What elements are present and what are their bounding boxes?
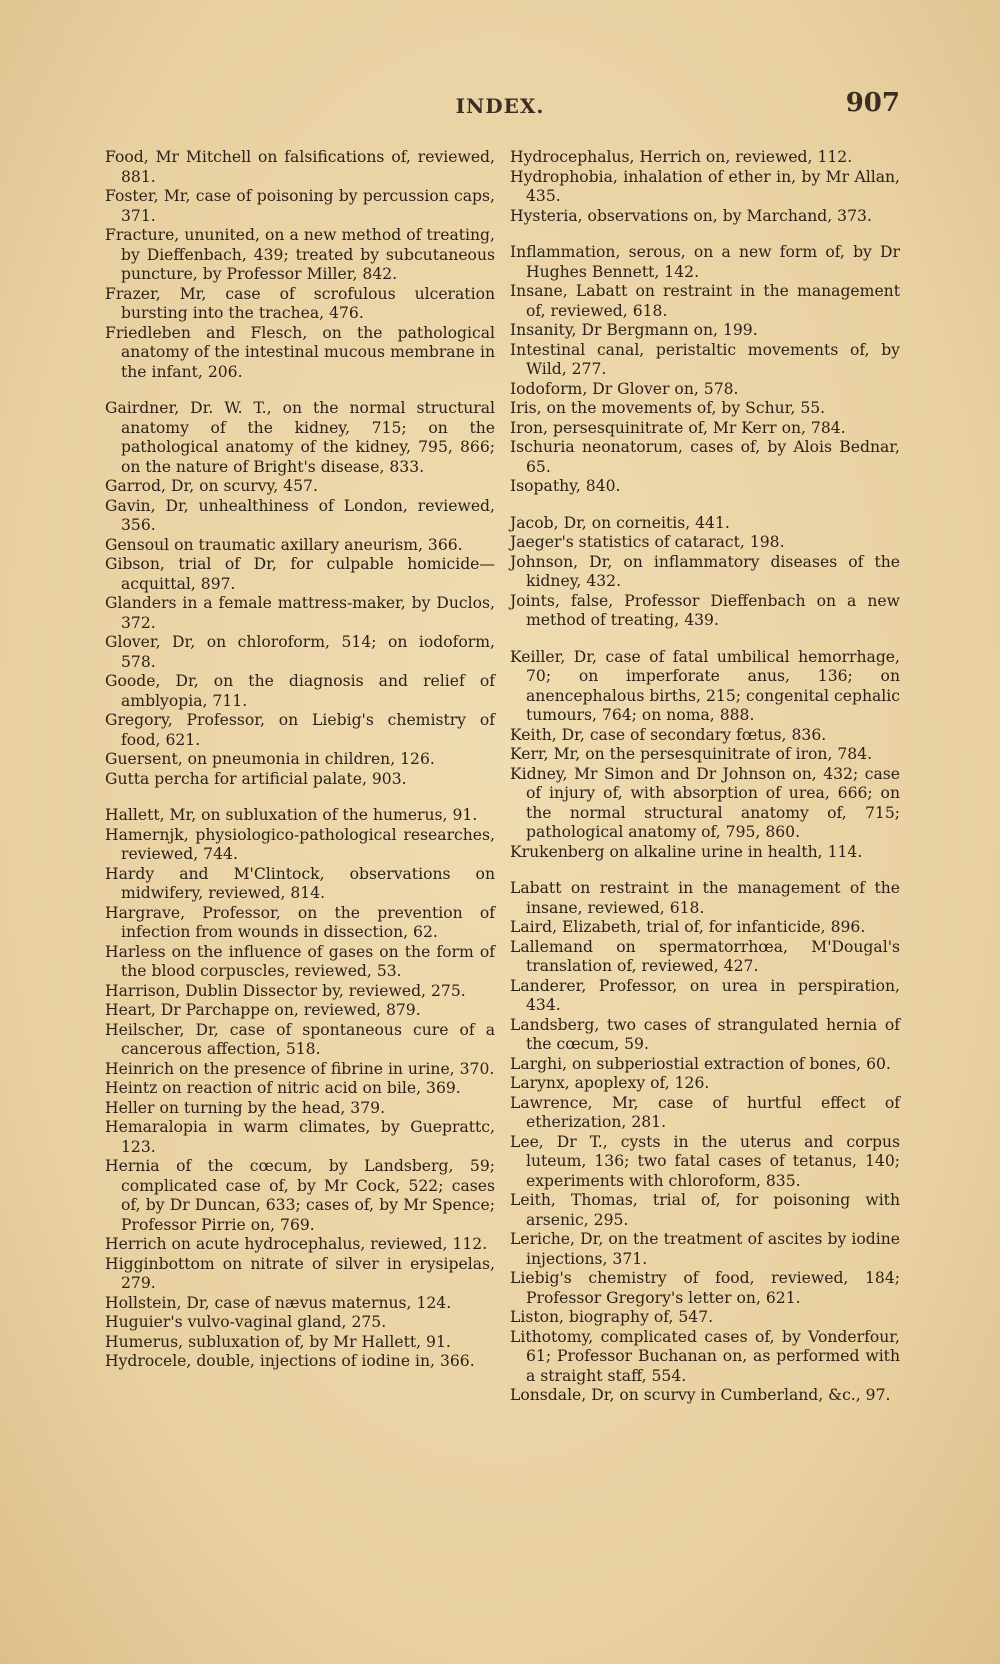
index-entry: Glover, Dr, on chloroform, 514; on iodoform, 578. xyxy=(105,633,495,671)
index-entry: Iron, persesquinitrate of, Mr Kerr on, 784. xyxy=(510,418,846,437)
index-entry: Insane, Labatt on restraint in the management of, reviewed, 618. xyxy=(510,282,900,320)
index-entry: Hemaralopia in warm climates, by Gueprattc, 123. xyxy=(105,1118,495,1156)
index-entry: Gibson, trial of Dr, for culpable homicide—acquittal, 897. xyxy=(105,555,495,593)
index-entry: Iodoform, Dr Glover on, 578. xyxy=(510,379,739,398)
index-entry: Gavin, Dr, unhealthiness of London, reviewed, 356. xyxy=(105,496,495,534)
index-entry: Labatt on restraint in the management of the insane, reviewed, 618. xyxy=(510,879,900,917)
index-entry: Heilscher, Dr, case of spontaneous cure of a cancerous affection, 518. xyxy=(105,1020,495,1058)
index-entry: Lallemand on spermatorrhœa, M'Dougal's translation of, reviewed, 427. xyxy=(510,937,900,975)
index-entry: Heinrich on the presence of fibrine in urine, 370. xyxy=(105,1059,495,1078)
running-title: INDEX. xyxy=(455,94,545,118)
index-entry: Laird, Elizabeth, trial of, for infanticide, 896. xyxy=(510,918,866,936)
index-entry: Liston, biography of, 547. xyxy=(510,1308,714,1326)
index-entry: Humerus, subluxation of, by Mr Hallett, 91. xyxy=(105,1332,451,1351)
index-entry: Hydrophobia, inhalation of ether in, by Mr Allan, 435. xyxy=(510,167,900,205)
index-entry: Harrison, Dublin Dissector by, reviewed, 275. xyxy=(105,981,466,1000)
index-entry: Hallett, Mr, on subluxation of the humerus, 91. xyxy=(105,806,478,824)
index-entry: Heintz on reaction of nitric acid on bile, 369. xyxy=(105,1079,461,1097)
index-entry: Glanders in a female mattress-maker, by Duclos, 372. xyxy=(105,594,495,632)
index-entry: Isopathy, 840. xyxy=(510,477,621,495)
index-entry: Larghi, on subperiostial extraction of bones, 60. xyxy=(510,1054,891,1073)
left-column xyxy=(105,148,495,1372)
index-entry: Gairdner, Dr. W. T., on the normal structural anatomy of the kidney, 715; on the pathological anatomy of the kidney, 795, 866; on the nature of Bright's disease, 833. xyxy=(105,399,495,476)
index-entry: Ischuria neonatorum, cases of, by Alois Bednar, 65. xyxy=(510,438,900,476)
index-entry: Joints, false, Professor Dieffenbach on a new method of treating, 439. xyxy=(510,591,900,629)
index-entry: Frazer, Mr, case of scrofulous ulceration bursting into the trachea, 476. xyxy=(105,284,495,322)
index-entry: Hydrocele, double, injections of iodine in, 366. xyxy=(105,1352,475,1370)
index-entry: Goode, Dr, on the diagnosis and relief of amblyopia, 711. xyxy=(105,672,495,710)
index-entry: Lonsdale, Dr, on scurvy in Cumberland, &c., 97. xyxy=(510,1386,891,1404)
index-entry: Keiller, Dr, case of fatal umbilical hemorrhage, 70; on imperforate anus, 136; on anencephalous births, 215; congenital cephalic tumours, 764; on noma, 888. xyxy=(510,647,900,724)
index-entry: Liebig's chemistry of food, reviewed, 184; Professor Gregory's letter on, 621. xyxy=(510,1269,900,1307)
index-entry: Kerr, Mr, on the persesquinitrate of iron, 784. xyxy=(510,745,873,763)
page-header xyxy=(0,88,1000,128)
index-entry: Heller on turning by the head, 379. xyxy=(105,1098,386,1117)
index-entry: Lee, Dr T., cysts in the uterus and corpus luteum, 136; two fatal cases of tetanus, 140; experiments with chloroform, 835. xyxy=(510,1132,900,1190)
index-entry: Leriche, Dr, on the treatment of ascites by iodine injections, 371. xyxy=(510,1230,900,1268)
index-entry: Landerer, Professor, on urea in perspiration, 434. xyxy=(510,976,900,1014)
index-entry: Larynx, apoplexy of, 126. xyxy=(510,1074,710,1092)
index-entry: Guersent, on pneumonia in children, 126. xyxy=(105,750,435,768)
index-entry: Intestinal canal, peristaltic movements of, by Wild, 277. xyxy=(510,340,900,378)
index-entry: Inflammation, serous, on a new form of, by Dr Hughes Bennett, 142. xyxy=(510,243,900,281)
index-entry: Hargrave, Professor, on the prevention of infection from wounds in dissection, 62. xyxy=(105,903,495,941)
index-entry: Jaeger's statistics of cataract, 198. xyxy=(510,533,785,551)
index-entry: Huguier's vulvo-vaginal gland, 275. xyxy=(105,1313,387,1331)
index-entry: Krukenberg on alkaline urine in health, 114. xyxy=(510,842,863,861)
index-entry: Hamernjk, physiologico-pathological researches, reviewed, 744. xyxy=(105,825,495,863)
index-entry: Landsberg, two cases of strangulated hernia of the cœcum, 59. xyxy=(510,1015,900,1053)
index-entry: Keith, Dr, case of secondary fœtus, 836. xyxy=(510,725,827,744)
index-entry: Gregory, Professor, on Liebig's chemistry of food, 621. xyxy=(105,711,495,749)
index-entry: Garrod, Dr, on scurvy, 457. xyxy=(105,477,318,495)
index-entry: Johnson, Dr, on inflammatory diseases of the kidney, 432. xyxy=(510,552,900,590)
index-entry: Lithotomy, complicated cases of, by Vonderfour, 61; Professor Buchanan on, as performed with a straight staff, 554. xyxy=(510,1327,900,1385)
index-entry: Heart, Dr Parchappe on, reviewed, 879. xyxy=(105,1001,421,1019)
index-entry: Foster, Mr, case of poisoning by percussion caps, 371. xyxy=(105,187,495,225)
index-entry: Friedleben and Flesch, on the pathological anatomy of the intestinal mucous membrane in the infant, 206. xyxy=(105,323,495,381)
index-entry: Harless on the influence of gases on the form of the blood corpuscles, reviewed, 53. xyxy=(105,942,495,980)
index-entry: Hollstein, Dr, case of nævus maternus, 124. xyxy=(105,1293,452,1312)
index-entry: Food, Mr Mitchell on falsifications of, reviewed, 881. xyxy=(105,148,495,186)
index-entry: Higginbottom on nitrate of silver in erysipelas, 279. xyxy=(105,1254,495,1292)
index-entry: Hardy and M'Clintock, observations on midwifery, reviewed, 814. xyxy=(105,864,495,902)
index-entry: Lawrence, Mr, case of hurtful effect of etherization, 281. xyxy=(510,1093,900,1131)
page-number: 907 xyxy=(845,88,900,118)
index-entry: Kidney, Mr Simon and Dr Johnson on, 432; case of injury of, with absorption of urea, 666; on the normal structural anatomy of, 715; pathological anatomy of, 795, 860. xyxy=(510,764,900,841)
index-entry: Gensoul on traumatic axillary aneurism, 366. xyxy=(105,535,463,554)
index-entry: Hysteria, observations on, by Marchand, 373. xyxy=(510,206,872,225)
right-column xyxy=(510,148,900,1406)
index-entry: Insanity, Dr Bergmann on, 199. xyxy=(510,321,758,339)
index-entry: Fracture, ununited, on a new method of treating, by Dieffenbach, 439; treated by subcutaneous puncture, by Professor Miller, 842. xyxy=(105,226,495,283)
index-entry: Herrich on acute hydrocephalus, reviewed, 112. xyxy=(105,1235,488,1253)
index-entry: Jacob, Dr, on corneitis, 441. xyxy=(510,513,730,532)
index-entry: Hydrocephalus, Herrich on, reviewed, 112. xyxy=(510,148,853,166)
index-entry: Iris, on the movements of, by Schur, 55. xyxy=(510,399,826,417)
index-entry: Gutta percha for artificial palate, 903. xyxy=(105,769,407,788)
index-entry: Leith, Thomas, trial of, for poisoning with arsenic, 295. xyxy=(510,1191,900,1229)
index-entry: Hernia of the cœcum, by Landsberg, 59; complicated case of, by Mr Cock, 522; cases of, by Dr Duncan, 633; cases of, by Mr Spence; Professor Pirrie on, 769. xyxy=(105,1157,495,1234)
